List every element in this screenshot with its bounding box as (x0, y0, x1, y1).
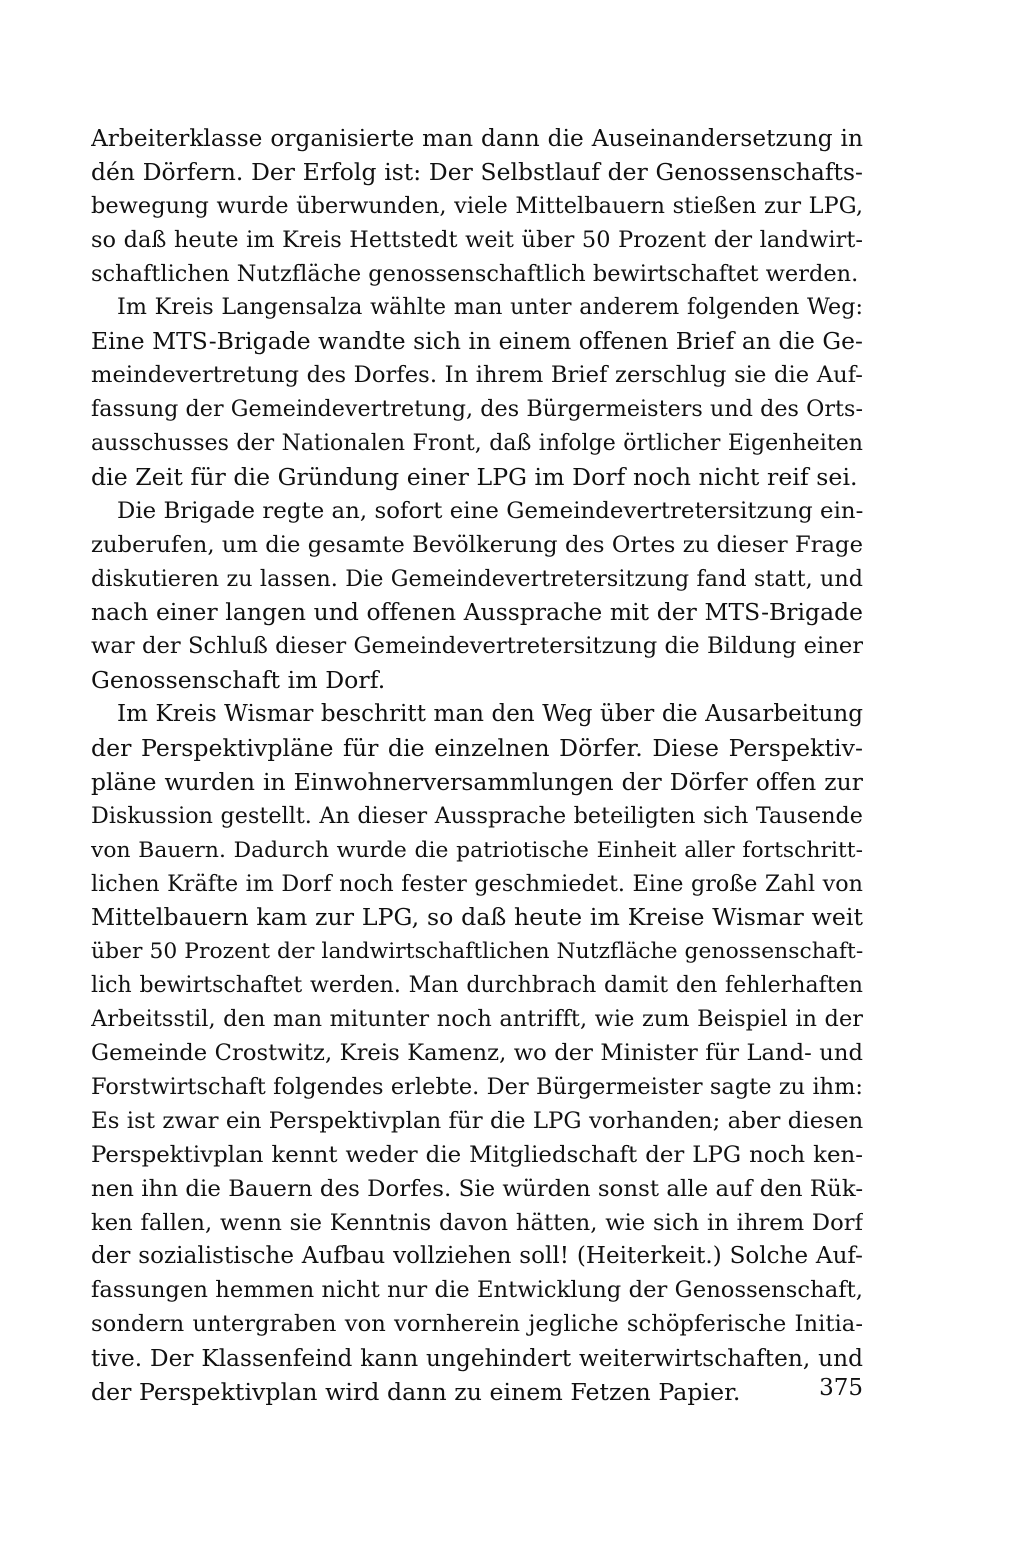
text-line: Im Kreis Wismar beschritt man den Weg über die Ausarbeitung (117, 701, 863, 728)
text-line: der Perspektivpläne für die einzelnen Dörfer. Diese Perspektiv- (91, 734, 863, 763)
text-line: war der Schluß dieser Gemeindevertretersitzung die Bildung einer (91, 633, 863, 660)
text-line: der Perspektivplan wird dann zu einem Fetzen Papier. (91, 1377, 741, 1406)
text-line: sondern untergraben von vornherein jegliche schöpferische Initia- (91, 1311, 863, 1338)
text-line: dén Dörfern. Der Erfolg ist: Der Selbstlauf der Genossenschafts- (91, 157, 863, 186)
text-line: diskutieren zu lassen. Die Gemeindevertretersitzung fand statt, und (91, 565, 863, 592)
text-line: über 50 Prozent der landwirtschaftlichen Nutzfläche genossenschaft- (91, 939, 863, 965)
text-line: so daß heute im Kreis Hettstedt weit über 50 Prozent der landwirt- (91, 226, 863, 253)
text-line: nach einer langen und offenen Aussprache mit der MTS-Brigade (91, 598, 863, 627)
text-line: ausschusses der Nationalen Front, daß infolge örtlicher Eigenheiten (91, 431, 863, 457)
text-line: tive. Der Klassenfeind kann ungehindert weiterwirtschaften, und (91, 1345, 863, 1373)
text-line: Es ist zwar ein Perspektivplan für die LPG vorhanden; aber diesen (91, 1107, 863, 1134)
body-text (91, 122, 863, 1410)
text-line: Die Brigade regte an, sofort eine Gemeindevertretersitzung ein- (117, 497, 863, 524)
text-line: lichen Kräfte im Dorf noch fester geschmiedet. Eine große Zahl von (91, 870, 863, 897)
text-line: Perspektivplan kennt weder die Mitgliedschaft der LPG noch ken- (91, 1141, 863, 1168)
text-line: schaftlichen Nutzfläche genossenschaftlich bewirtschaftet werden. (91, 260, 859, 287)
text-line: Diskussion gestellt. An dieser Aussprache beteiligten sich Tausende (91, 802, 863, 829)
text-line: pläne wurden in Einwohnerversammlungen der Dörfer offen zur (91, 767, 863, 796)
text-line: von Bauern. Dadurch wurde die patriotische Einheit aller fortschritt- (91, 837, 863, 863)
text-line: fassung der Gemeindevertretung, des Bürgermeisters und des Orts- (91, 396, 863, 423)
text-line: bewegung wurde überwunden, viele Mittelbauern stießen zur LPG, (91, 192, 863, 219)
text-line: Im Kreis Langensalza wählte man unter anderem folgenden Weg: (117, 294, 863, 321)
text-line: der sozialistische Aufbau vollziehen soll! (Heiterkeit.) Solche Auf- (91, 1243, 863, 1270)
text-line: nen ihn die Bauern des Dorfes. Sie würden sonst alle auf den Rük- (91, 1175, 863, 1202)
text-line: Arbeitsstil, den man mitunter noch antrifft, wie zum Beispiel in der (91, 1006, 863, 1033)
page-number: 375 (819, 1375, 863, 1401)
text-line: zuberufen, um die gesamte Bevölkerung des Ortes zu dieser Frage (91, 531, 863, 558)
text-line: ken fallen, wenn sie Kenntnis davon hätten, wie sich in ihrem Dorf (91, 1209, 863, 1236)
text-line: Mittelbauern kam zur LPG, so daß heute im Kreise Wismar weit (91, 903, 863, 932)
text-line: Arbeiterklasse organisierte man dann die Auseinandersetzung in (91, 125, 863, 152)
text-line: die Zeit für die Gründung einer LPG im Dorf noch nicht reif sei. (91, 462, 858, 491)
text-line: Forstwirtschaft folgendes erlebte. Der Bürgermeister sagte zu ihm: (91, 1073, 863, 1100)
text-line: lich bewirtschaftet werden. Man durchbrach damit den fehlerhaften (91, 973, 863, 999)
text-line: fassungen hemmen nicht nur die Entwicklung der Genossenschaft, (91, 1277, 863, 1304)
text-line: Gemeinde Crostwitz, Kreis Kamenz, wo der Minister für Land- und (91, 1040, 863, 1067)
text-line: Eine MTS-Brigade wandte sich in einem offenen Brief an die Ge- (91, 327, 863, 356)
text-line: Genossenschaft im Dorf. (91, 666, 386, 695)
text-line: meindevertretung des Dorfes. In ihrem Brief zerschlug sie die Auf- (91, 362, 863, 389)
